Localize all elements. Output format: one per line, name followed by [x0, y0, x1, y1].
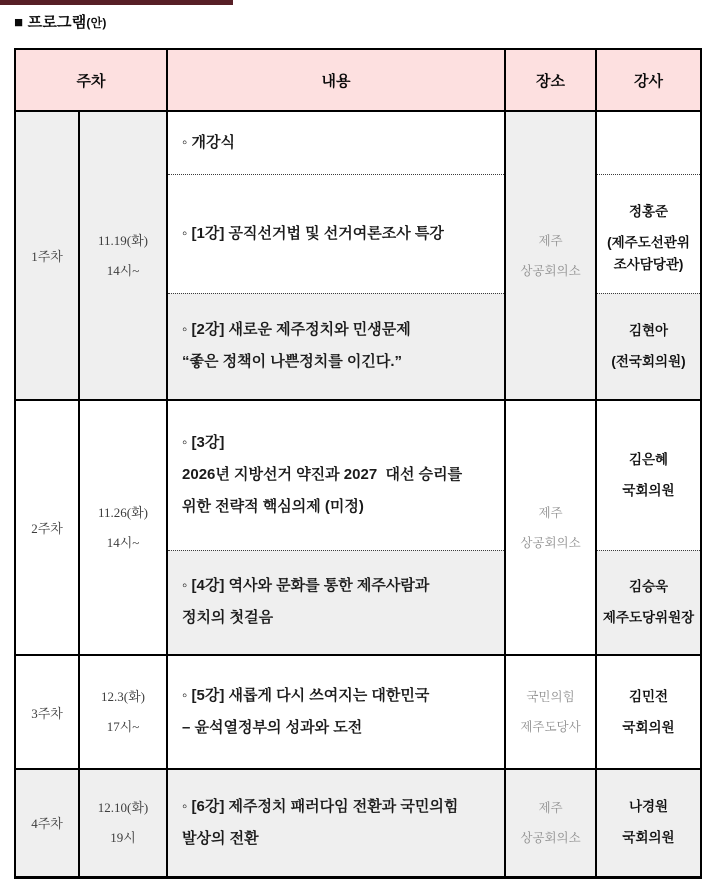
table-row-week1-session1: [15, 111, 701, 174]
week2-session2-content-cell: [167, 550, 505, 655]
program-table: [14, 48, 702, 879]
week4-date-cell: [79, 769, 167, 877]
session-title-line: ◦ [1강] 공직선거법 및 선거여론조사 특강: [182, 224, 444, 242]
week2-place-cell: [505, 400, 596, 655]
lecturer-name: 김현아: [628, 322, 669, 338]
header-week: 주차: [15, 49, 167, 111]
date-line: 12.10(화): [97, 799, 149, 815]
lecturer-name: 김민전: [628, 688, 669, 704]
week1-session3-content-cell: [167, 293, 505, 400]
week1-place-cell: [505, 111, 596, 400]
lecturer-title-line: 국회의원: [622, 482, 675, 498]
table-row-week3: [15, 655, 701, 769]
session-title-line: 2026년 지방선거 약진과 2027 대선 승리를: [182, 466, 463, 484]
date-line: 12.3(화): [101, 689, 145, 704]
session-title-line: 정치의 첫걸음: [182, 609, 274, 627]
place-line: 상공회의소: [520, 263, 581, 278]
session-quote-line: “좋은 정책이 나쁜정치를 이긴다.”: [182, 353, 403, 371]
week2-session1-content-cell: [167, 400, 505, 550]
lecturer-name: 김승욱: [628, 578, 669, 594]
week4-lecturer-cell: [596, 769, 701, 877]
week2-label-cell: 2주차: [15, 400, 79, 655]
week2-date-cell: [79, 400, 167, 655]
place-line: 제주: [538, 233, 563, 248]
session-title-line: ◦ 개강식: [182, 133, 235, 151]
top-accent-bar: [0, 0, 233, 5]
week1-session2-content-cell: [167, 174, 505, 293]
lecturer-name: 김은혜: [628, 451, 669, 467]
time-line: 14시~: [106, 262, 140, 278]
lecturer-title-line: (제주도선관위: [607, 234, 690, 250]
place-line: 국민의힘: [526, 690, 575, 704]
week1-label-cell: 1주차: [15, 111, 79, 400]
place-line: 상공회의소: [520, 830, 581, 845]
header-place: 장소: [505, 49, 596, 111]
week1-session1-content-cell: [167, 111, 505, 174]
date-line: 11.19(화): [98, 232, 148, 248]
date-line: 11.26(화): [98, 504, 148, 520]
session-title-line: ◦ [3강]: [182, 434, 225, 452]
week3-session1-content-cell: [167, 655, 505, 769]
week1-date-cell: [79, 111, 167, 400]
week4-place-cell: [505, 769, 596, 877]
week3-place-cell: [505, 655, 596, 769]
title-suffix: (안): [86, 16, 107, 30]
session-title-line: ◦ [5강] 새롭게 다시 쓰여지는 대한민국: [182, 687, 430, 704]
place-line: 상공회의소: [520, 535, 581, 550]
week4-label-cell: 4주차: [15, 769, 79, 877]
week3-label-cell: 3주차: [15, 655, 79, 769]
place-line: 제주도당사: [520, 720, 581, 734]
title-text: 프로그램: [23, 14, 87, 31]
lecturer-title-line: 조사담당관): [613, 256, 684, 272]
table-row-week2-session1: [15, 400, 701, 550]
time-line: 14시~: [106, 534, 140, 550]
session-title-line: ◦ [6강] 제주정치 패러다임 전환과 국민의힘: [182, 797, 459, 815]
header-lecturer: 강사: [596, 49, 701, 111]
time-line: 17시~: [106, 719, 140, 734]
title-square-icon: ■: [14, 14, 24, 31]
session-title-line: 위한 전략적 핵심의제 (미정): [182, 498, 364, 516]
week4-session1-content-cell: [167, 769, 505, 877]
session-title-line: ◦ [4강] 역사와 문화를 통한 제주사람과: [182, 577, 430, 595]
time-line: 19시: [110, 829, 136, 845]
week1-session2-lecturer-cell: [596, 174, 701, 293]
session-title-line: ◦ [2강] 새로운 제주정치와 민생문제: [182, 321, 411, 339]
week1-session1-lecturer-cell: [596, 111, 701, 174]
week1-session3-lecturer-cell: [596, 293, 701, 400]
session-title-line: 발상의 전환: [182, 829, 259, 847]
lecturer-title-line: (전국회의원): [611, 353, 686, 369]
header-row: [15, 49, 701, 111]
lecturer-name: 정홍준: [628, 203, 669, 219]
table-row-week4: [15, 769, 701, 877]
header-content: 내용: [167, 49, 505, 111]
lecturer-title-line: 국회의원: [622, 830, 675, 846]
lecturer-name: 나경원: [628, 799, 669, 815]
place-line: 제주: [538, 505, 563, 520]
week2-session2-lecturer-cell: [596, 550, 701, 655]
week3-lecturer-cell: [596, 655, 701, 769]
week3-date-cell: [79, 655, 167, 769]
lecturer-title-line: 국회의원: [622, 719, 675, 735]
week2-session1-lecturer-cell: [596, 400, 701, 550]
session-title-line: – 윤석열정부의 성과와 도전: [182, 719, 363, 736]
place-line: 제주: [538, 800, 563, 815]
lecturer-title-line: 제주도당위원장: [602, 609, 695, 625]
